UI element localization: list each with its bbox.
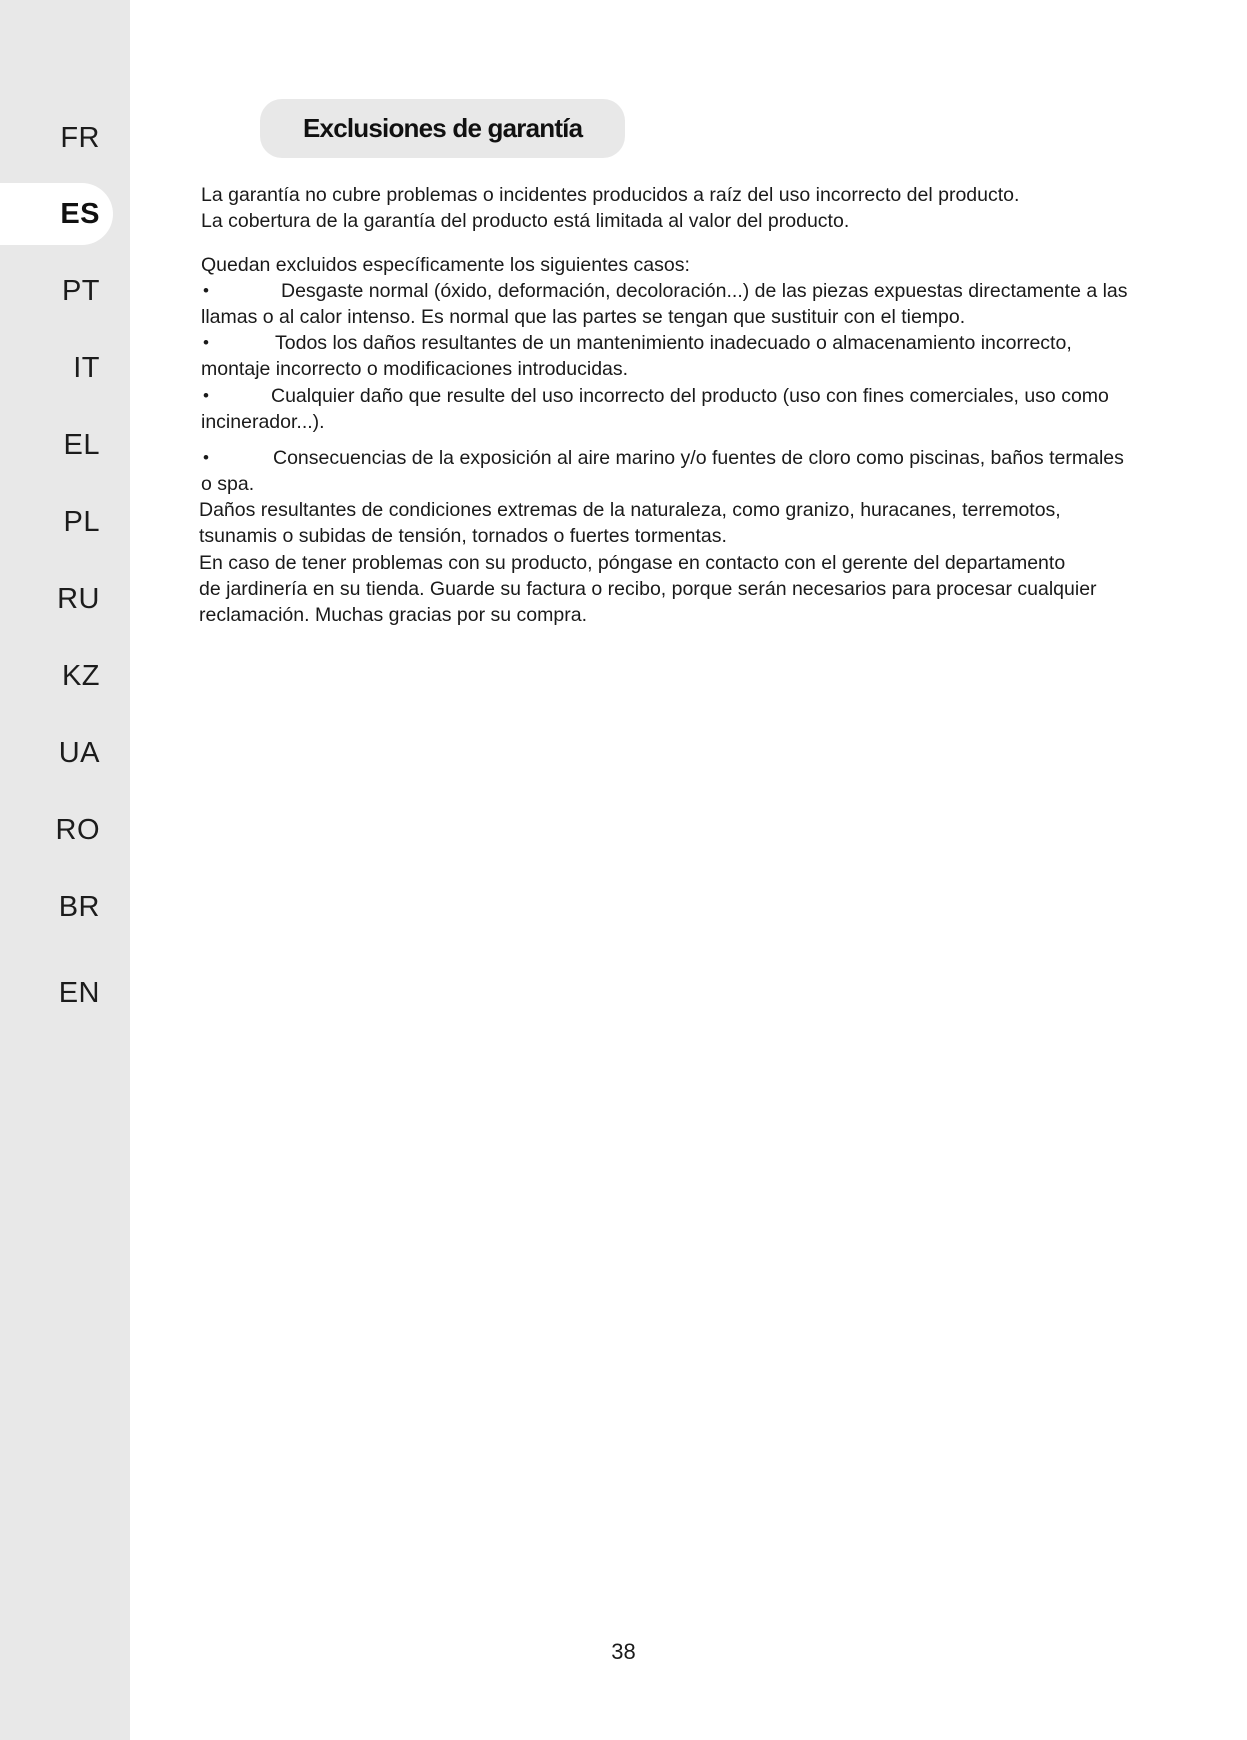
- bullet-4-line-2: o spa.: [201, 473, 255, 495]
- closing-line-1: Daños resultantes de condiciones extremas de la naturaleza, como granizo, huracanes, terremotos,: [199, 499, 1061, 521]
- lang-pl[interactable]: PL: [63, 506, 100, 538]
- bullet-1-marker: •: [203, 281, 209, 300]
- lang-pt[interactable]: PT: [61, 275, 100, 307]
- bullet-2-marker: •: [203, 333, 209, 352]
- bullet-1-line-2: llamas o al calor intenso. Es normal que las partes se tengan que sustituir con el tiempo.: [201, 306, 966, 328]
- excluded-header: Quedan excluidos específicamente los siguientes casos:: [201, 254, 690, 276]
- intro-line-2: La cobertura de la garantía del producto está limitada al valor del producto.: [201, 210, 850, 232]
- lang-el[interactable]: EL: [63, 429, 100, 461]
- bullet-3-line-2: incinerador...).: [201, 411, 325, 433]
- bullet-3-marker: •: [203, 386, 209, 405]
- lang-ro[interactable]: RO: [55, 814, 100, 846]
- section-title: Exclusiones de garantía: [303, 113, 583, 143]
- lang-it[interactable]: IT: [73, 352, 100, 384]
- lang-kz[interactable]: KZ: [61, 660, 100, 692]
- closing-line-3: En caso de tener problemas con su producto, póngase en contacto con el gerente del departamento: [199, 552, 1066, 574]
- lang-fr[interactable]: FR: [60, 122, 100, 154]
- bullet-2-line-2: montaje incorrecto o modificaciones introducidas.: [201, 358, 629, 380]
- closing-line-2: tsunamis o subidas de tensión, tornados o fuertes tormentas.: [199, 525, 727, 547]
- bullet-3-line-1: Cualquier daño que resulte del uso incorrecto del producto (uso con fines comerciales, uso como: [271, 385, 1109, 407]
- page-number: 38: [611, 1639, 636, 1664]
- bullet-1-line-1: Desgaste normal (óxido, deformación, decoloración...) de las piezas expuestas directamente a las: [281, 280, 1128, 302]
- bullet-4-line-1: Consecuencias de la exposición al aire marino y/o fuentes de cloro como piscinas, baños termales: [273, 447, 1124, 469]
- lang-br[interactable]: BR: [58, 891, 100, 923]
- lang-es[interactable]: ES: [60, 198, 100, 230]
- intro-line-1: La garantía no cubre problemas o incidentes producidos a raíz del uso incorrecto del producto.: [201, 184, 1020, 206]
- lang-ua[interactable]: UA: [58, 737, 100, 769]
- bullet-2-line-1: Todos los daños resultantes de un mantenimiento inadecuado o almacenamiento incorrecto,: [275, 332, 1072, 354]
- lang-en[interactable]: EN: [58, 977, 100, 1009]
- closing-line-4: de jardinería en su tienda. Guarde su factura o recibo, porque serán necesarios para procesar cualquier: [199, 578, 1097, 600]
- closing-line-5: reclamación. Muchas gracias por su compra.: [199, 604, 587, 626]
- language-sidebar: [0, 0, 130, 1740]
- bullet-4-marker: •: [203, 448, 209, 467]
- lang-ru[interactable]: RU: [57, 583, 100, 615]
